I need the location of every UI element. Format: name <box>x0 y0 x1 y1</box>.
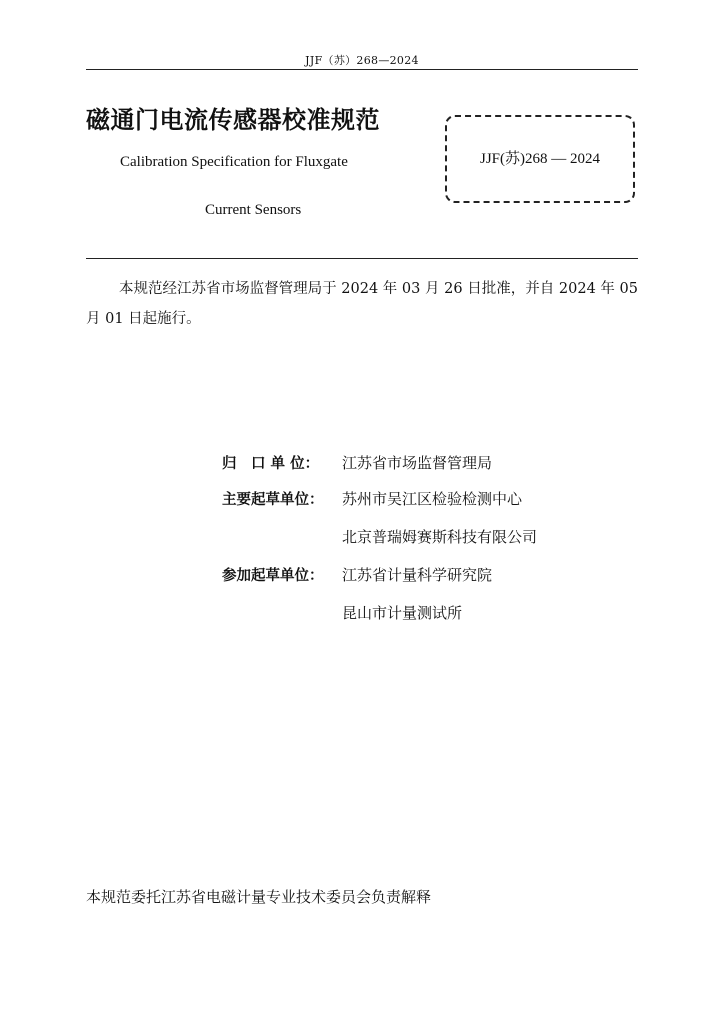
responsible-unit-value: 江苏省市场监督管理局 <box>342 454 493 472</box>
participating-drafting-unit-value: 江苏省计量科学研究院 <box>342 566 493 584</box>
header-divider <box>86 69 638 70</box>
document-title-en-line2: Current Sensors <box>205 202 302 218</box>
responsible-unit-label: 归 口 单 位： <box>222 456 320 472</box>
participating-drafting-unit-label: 参加起草单位： <box>222 568 324 584</box>
spec-code-box <box>445 115 635 203</box>
document-title-zh: 磁通门电流传感器校准规范 <box>86 106 380 134</box>
main-drafting-unit-row <box>222 525 537 549</box>
responsible-unit-row <box>222 451 492 475</box>
main-drafting-unit-label: 主要起草单位： <box>222 492 324 508</box>
main-drafting-unit-value: 北京普瑞姆赛斯科技有限公司 <box>342 528 538 546</box>
participating-drafting-unit-row <box>222 563 492 587</box>
participating-drafting-unit-value: 昆山市计量测试所 <box>342 604 463 622</box>
title-divider <box>86 258 638 259</box>
spec-code: JJF(苏)268 — 2024 <box>479 151 600 167</box>
main-drafting-unit-value: 苏州市吴江区检验检测中心 <box>342 490 523 508</box>
running-header-code: JJF（苏）268—2024 <box>305 54 419 67</box>
approval-statement: 本规范经江苏省市场监督管理局于 2024 年 03 月 26 日批准，并自 2024 年 05 月 01 日起施行。 <box>86 281 638 327</box>
document-title-en-line1: Calibration Specification for Fluxgate <box>120 154 348 170</box>
interpretation-note: 本规范委托江苏省电磁计量专业技术委员会负责解释 <box>86 888 432 906</box>
participating-drafting-unit-row <box>222 601 462 625</box>
main-drafting-unit-row <box>222 487 522 511</box>
